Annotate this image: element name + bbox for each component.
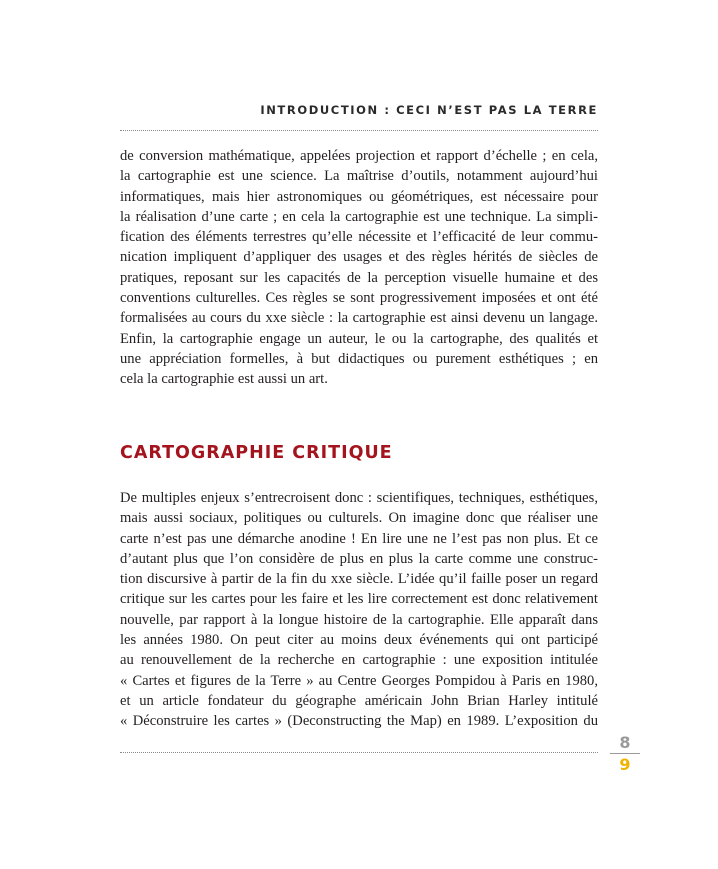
paragraph-line: une appréciation formelles, à but didactiques ou purement esthétiques ; en <box>120 350 598 367</box>
paragraph-1 <box>120 146 598 390</box>
footer-dotted-rule <box>120 752 598 753</box>
paragraph-line: « Cartes et figures de la Terre » au Centre Georges Pompidou à Paris en 1980, <box>120 672 598 689</box>
paragraph-line: conventions culturelles. Ces règles se sont progressivement imposées et ont été <box>120 290 598 307</box>
paragraph-line: la réalisation d’une carte ; en cela la cartographie est une technique. La simpli- <box>120 208 598 225</box>
paragraph-line: d’autant plus que l’on considère de plus en plus la carte comme une construc- <box>120 550 598 567</box>
paragraph-line: « Déconstruire les cartes » (Deconstructing the Map) en 1989. L’exposition du <box>120 713 598 730</box>
section-title: CARTOGRAPHIE CRITIQUE <box>120 443 393 463</box>
paragraph-2 <box>120 488 598 732</box>
paragraph-line: informatiques, mais hier astronomiques ou géométriques, est nécessaire pour <box>120 188 598 205</box>
page-number-divider <box>610 753 640 754</box>
paragraph-line: tion discursive à partir de la fin du xxe siècle. L’idée qu’il faille poser un regard <box>120 571 598 588</box>
paragraph-line: formalisées au cours du xxe siècle : la cartographie est ainsi devenu un langage. <box>120 310 598 327</box>
paragraph-line: cela la cartographie est aussi un art. <box>120 371 328 388</box>
paragraph-line: pratiques, reposant sur les capacités de la perception visuelle humaine et des <box>120 269 598 286</box>
paragraph-line: Enfin, la cartographie engage un auteur, le ou la cartographe, des qualités et <box>120 330 598 347</box>
paragraph-line: carte n’est pas une démarche anodine ! En lire une ne l’est pas non plus. Et ce <box>120 530 598 547</box>
paragraph-line: critique sur les cartes pour les faire et les lire correctement est donc relativement <box>120 591 598 608</box>
paragraph-line: nication impliquent d’appliquer des usages et des règles hérités de siècles de <box>120 249 598 266</box>
running-head: INTRODUCTION : CECI N’EST PAS LA TERRE <box>260 103 598 117</box>
paragraph-line: De multiples enjeux s’entrecroisent donc : scientifiques, techniques, esthétiques, <box>120 490 598 506</box>
paragraph-line: fication des éléments terrestres qu’elle nécessite et l’efficacité de leur commu- <box>120 229 598 246</box>
paragraph-line: les années 1980. On peut citer au moins deux événements qui ont participé <box>120 632 598 649</box>
paragraph-line: de conversion mathématique, appelées projection et rapport d’échelle ; en cela, <box>120 148 598 164</box>
paragraph-line: et un article fondateur du géographe américain John Brian Harley intitulé <box>120 692 598 709</box>
paragraph-line: mais aussi sociaux, politiques ou culturels. On imagine donc que réaliser une <box>120 510 598 527</box>
paragraph-line: la cartographie est une science. La maîtrise d’outils, notamment aujourd’hui <box>120 168 598 185</box>
page-number-left: 8 <box>619 733 631 752</box>
page-number-right: 9 <box>619 755 631 774</box>
header-dotted-rule <box>120 130 598 131</box>
paragraph-line: nouvelle, par rapport à la longue histoire de la cartographie. Elle apparaît dans <box>120 611 598 628</box>
paragraph-line: au renouvellement de la recherche en cartographie : une exposition intitulée <box>120 652 598 669</box>
